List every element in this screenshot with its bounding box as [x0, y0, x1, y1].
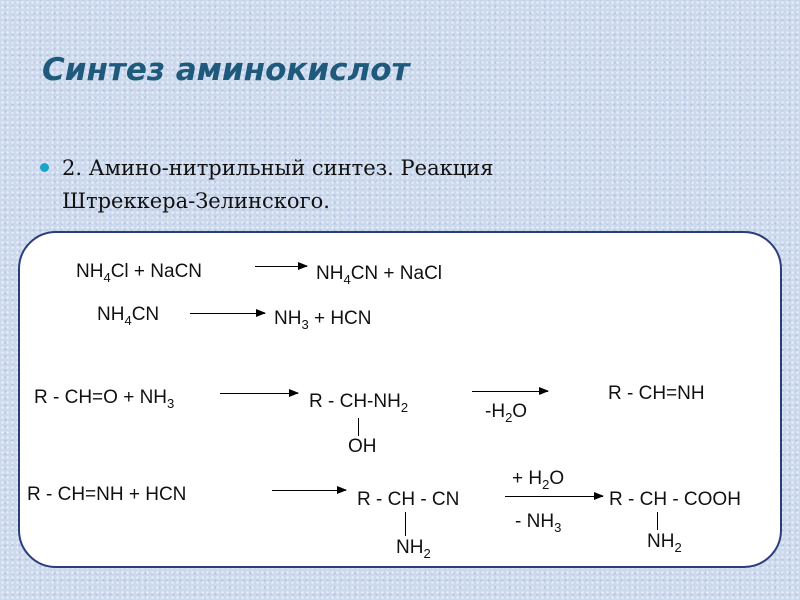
r3-arrow-2	[472, 391, 548, 392]
r4-nh2-2: $NH_2$	[647, 531, 682, 555]
bullet-body: . Амино-нитрильный синтез. Реакция Штреккера-Зелинского.	[62, 156, 494, 213]
r4-product: R - CH - COOH	[609, 489, 741, 510]
bullet-text	[62, 152, 622, 218]
r3-oh: OH	[348, 436, 377, 457]
bullet-number: 2	[62, 156, 76, 180]
r3-bond	[358, 418, 359, 436]
r2-reactant: $NH_4CN$	[97, 304, 160, 328]
r3-reactants: $R - CH=O + NH_3$	[34, 387, 175, 411]
r3-intermediate: R - $CH-NH_2$	[309, 391, 409, 415]
r4-bond-2	[657, 512, 658, 530]
r4-nh2-1: $NH_2$	[396, 537, 431, 561]
r2-arrow	[190, 313, 265, 314]
r1-products: $NH_4CN$ + NaCl	[316, 263, 443, 287]
r1-arrow	[255, 266, 307, 267]
page-title: Синтез аминокислот	[42, 52, 410, 88]
r4-arrow-1	[272, 490, 346, 491]
r1-reactants: $NH_4Cl$ + NaCN	[76, 261, 203, 285]
r4-reactants: R - CH=NH + HCN	[27, 484, 187, 505]
r2-products: $NH_3$ + HCN	[274, 308, 372, 332]
r4-arrow-2	[505, 496, 603, 497]
r4-bond-1	[405, 512, 406, 536]
r4-condition-bottom: - $NH_3$	[515, 511, 562, 535]
r3-condition: $-H_2O$	[485, 401, 528, 425]
r4-condition-top: + $H_2O$	[512, 468, 565, 492]
bullet-icon	[40, 163, 49, 172]
r3-product: R - CH=NH	[608, 383, 705, 404]
r3-arrow-1	[220, 393, 298, 394]
r4-intermediate: R - CH - CN	[357, 489, 460, 510]
